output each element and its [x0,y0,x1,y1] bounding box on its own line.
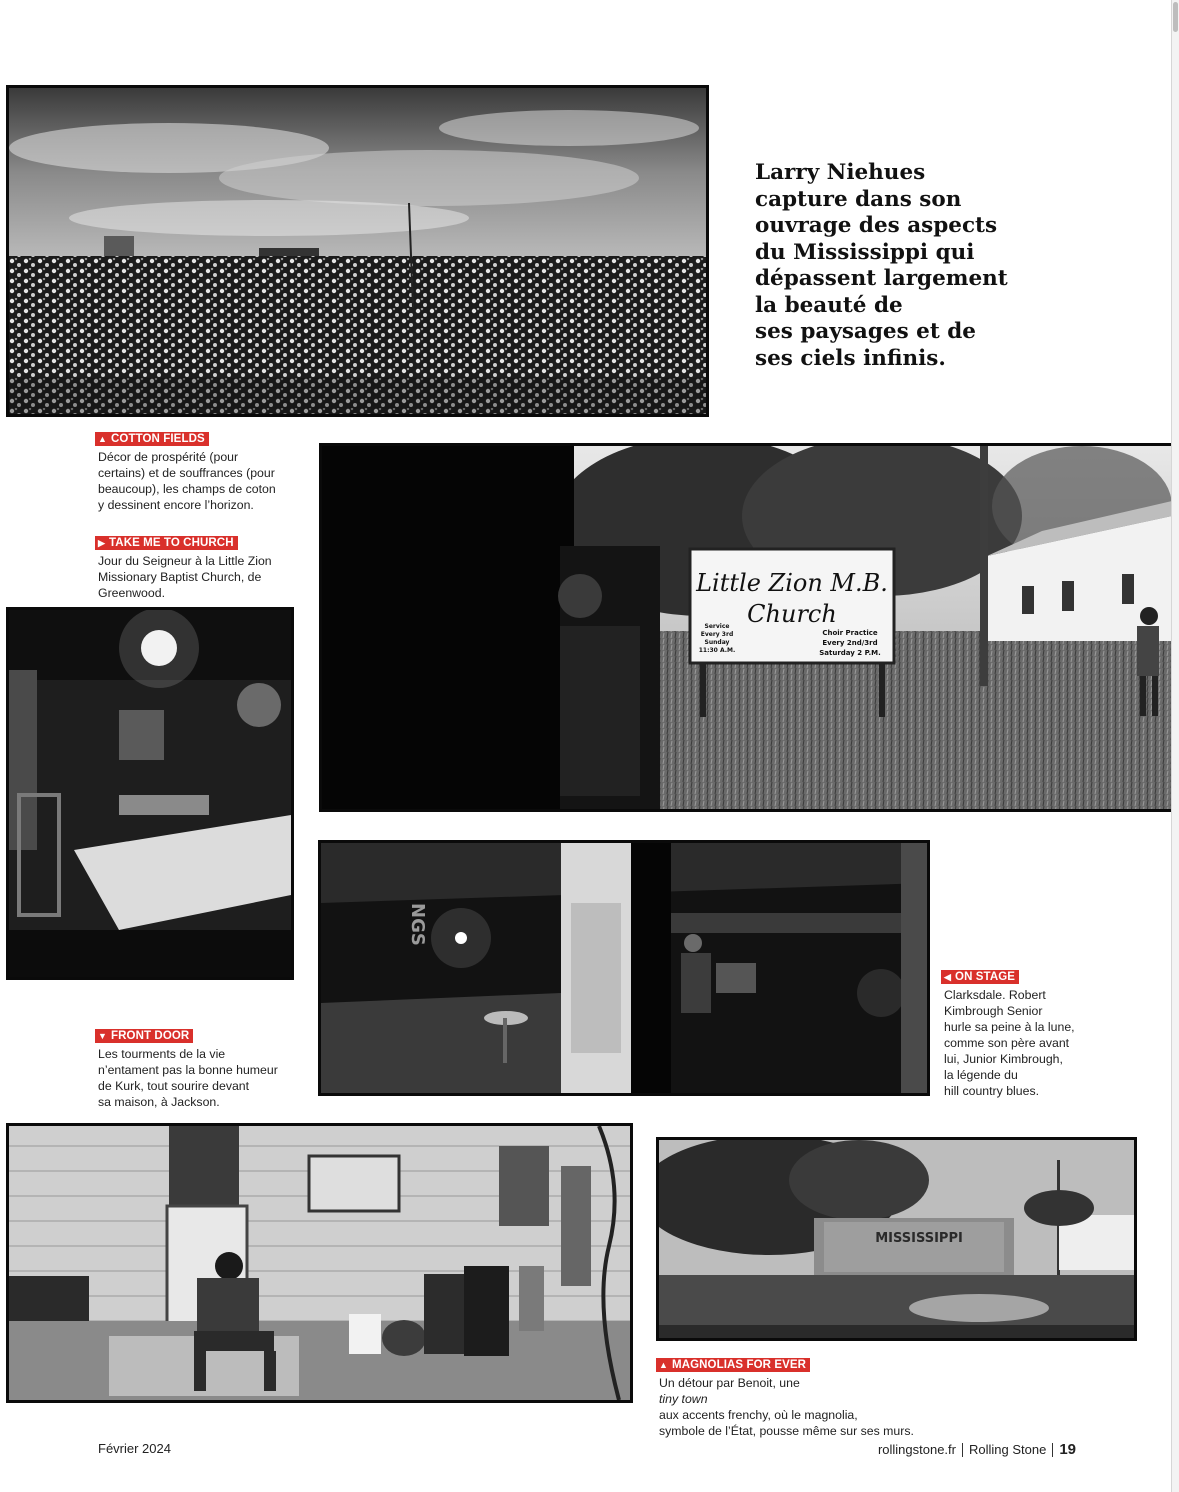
caption-front-door [95,1027,278,1110]
footer-site: rollingstone.fr [877,1442,956,1457]
svg-text:ServiceEvery 3rdSunday11:30 A.: Service Every 3rd Sunday 11:30 A.M. [698,623,736,654]
pull-quote-line: Larry Niehues [755,160,926,185]
caption-line: beaucoup), les champs de coton [98,482,276,496]
page-number: 19 [1059,1441,1076,1458]
pull-quote-line: ouvrage des aspects [755,213,998,238]
caption-on-stage [941,968,1075,1099]
scrollbar[interactable] [1172,0,1179,1492]
diner-interior-photo [6,607,294,980]
on-stage-photo [318,840,930,1096]
caption-line: y dessinent encore l’horizon. [98,498,254,512]
caption-line: Un détour par Benoit, une tiny town aux accents frenchy, où le magnolia, [659,1376,858,1422]
triangle-up-icon: ▲ [98,434,108,444]
caption-line: Clarksdale. Robert [944,988,1046,1002]
triangle-left-icon: ◀ [944,972,952,982]
caption-line: n’entament pas la bonne humeur [98,1063,278,1077]
caption-line: comme son père avant [944,1036,1070,1050]
church-sign-subtitle: Church [747,600,837,628]
caption-line: lui, Junior Kimbrough, [944,1052,1063,1066]
church-sign-title: Little Zion M.B. [696,569,888,597]
caption-cotton-fields [95,430,276,513]
cotton-fields-photo [6,85,709,417]
svg-text:Choir PracticeEvery 2nd/3rdSat: Choir Practice Every 2nd/3rd Saturday 2 P.M. [819,629,881,657]
mural-text: MISSISSIPPI [875,1231,963,1246]
footer-magazine: Rolling Stone [968,1442,1047,1457]
caption-line: la légende du [944,1068,1018,1082]
pull-quote-line: ses ciels infinis. [755,345,946,371]
caption-line: symbole de l’État, pousse même sur ses murs. [659,1424,914,1438]
pull-quote [755,160,1015,372]
front-door-photo [6,1123,633,1403]
caption-line: hurle sa peine à la lune, [944,1020,1075,1034]
caption-label: ▲ COTTON FIELDS [95,432,209,446]
caption-label: ▲ MAGNOLIAS FOR EVER [656,1358,810,1372]
footer-info [878,1441,1076,1458]
caption-take-me-to-church [95,534,272,601]
triangle-right-icon: ▶ [98,538,106,548]
caption-magnolias [656,1356,914,1439]
caption-label: ◀ ON STAGE [941,970,1019,984]
caption-line: hill country blues. [944,1084,1040,1098]
caption-line: Jour du Seigneur à la Little Zion [98,554,272,568]
caption-line: certains) et de souffrances (pour [98,466,275,480]
triangle-up-icon: ▲ [659,1360,669,1370]
caption-label: ▶ TAKE ME TO CHURCH [95,536,238,550]
footer-date: Février 2024 [98,1441,171,1456]
pull-quote-line: dépassent largement [755,266,1008,291]
pull-quote-line: ses paysages et de [755,319,976,344]
caption-line: Décor de prospérité (pour [98,450,239,464]
pull-quote-line: capture dans son [755,186,962,212]
caption-line: Kimbrough Senior [944,1004,1043,1018]
footer-divider [962,1443,963,1457]
triangle-down-icon: ▼ [98,1031,108,1041]
scrollbar-thumb[interactable] [1173,2,1178,32]
stage-sign: NGS [407,903,428,946]
caption-line: Missionary Baptist Church, de [98,570,262,584]
caption-line: de Kurk, tout sourire devant [98,1079,250,1093]
footer-divider [1052,1443,1053,1457]
caption-line: sa maison, à Jackson. [98,1095,220,1109]
pull-quote-line: du Mississippi qui [755,239,975,265]
caption-line: Greenwood. [98,586,165,600]
caption-label: ▼ FRONT DOOR [95,1029,193,1043]
church-photo [319,443,1175,812]
magnolias-photo [656,1137,1137,1341]
caption-line: Les tourments de la vie [98,1047,226,1061]
pull-quote-line: la beauté de [755,292,903,318]
